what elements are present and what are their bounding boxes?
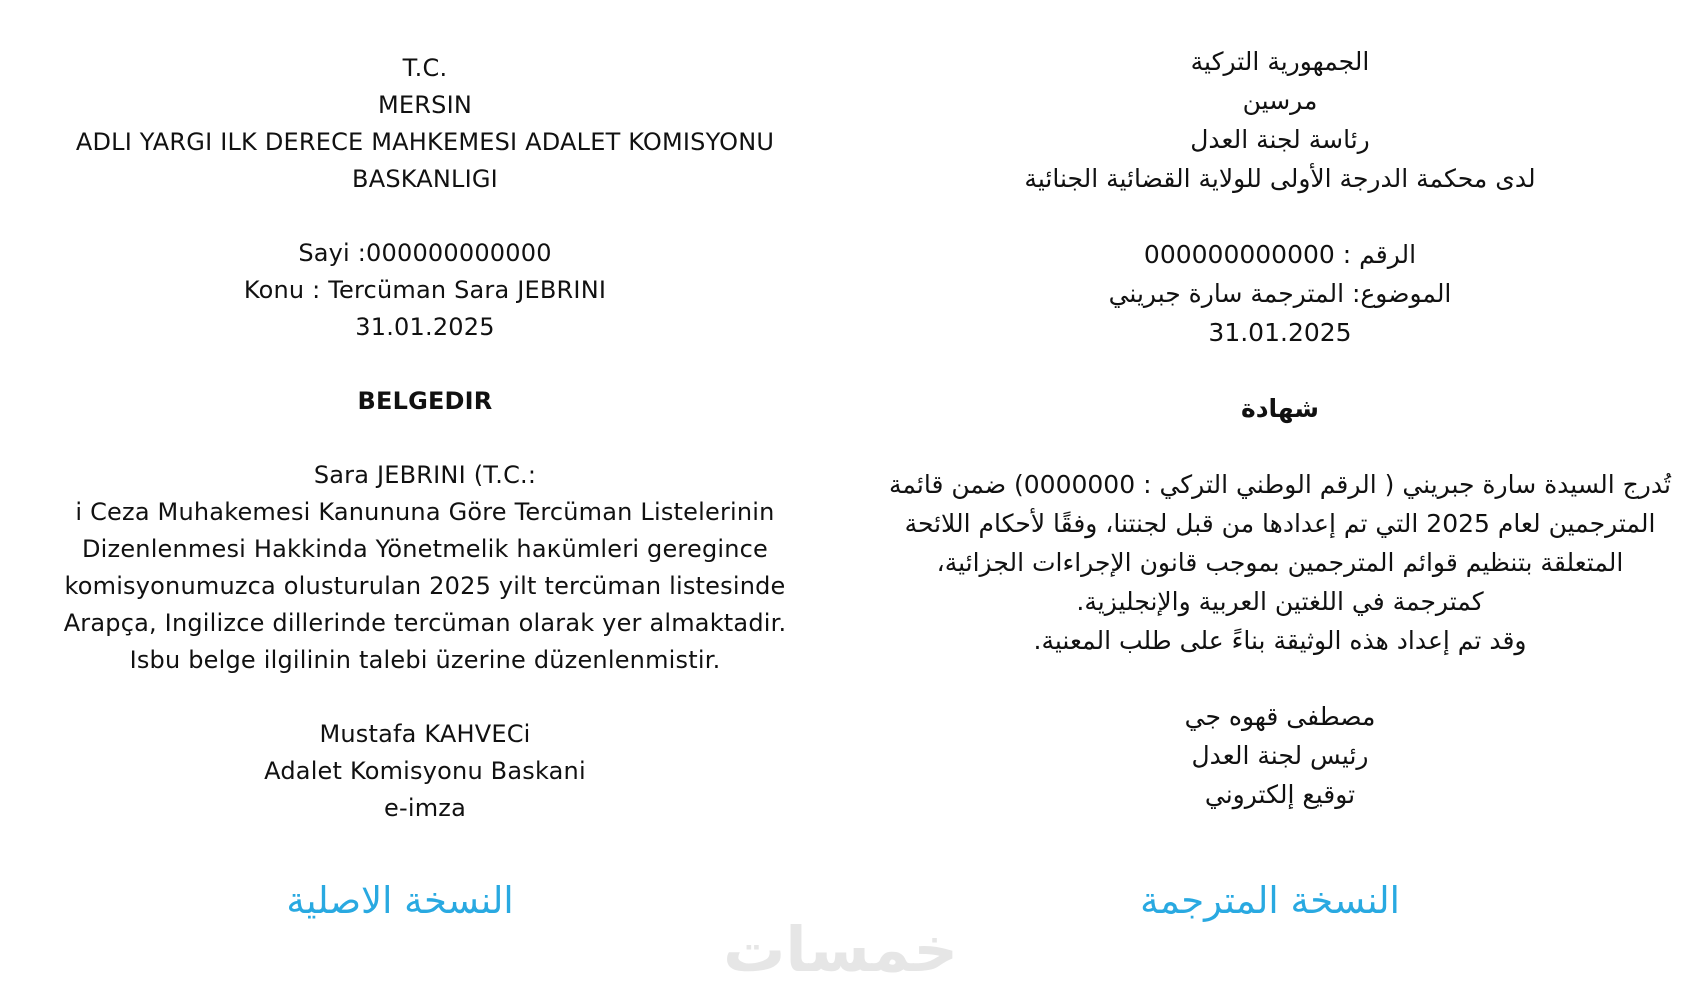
header-line: الجمهورية التركية <box>1190 47 1370 76</box>
signatory-title: رئيس لجنة العدل <box>1191 741 1369 770</box>
original-document <box>40 50 810 827</box>
body-line: komisyonumuzca olusturulan 2025 yilt tercüman listesinde <box>64 572 786 600</box>
translated-document <box>880 42 1680 814</box>
signatory-title: Adalet Komisyonu Baskani <box>264 757 586 785</box>
header-line: BASKANLIGI <box>352 165 498 193</box>
document-number: الرقم : 000000000000 <box>1143 240 1417 269</box>
body-line: المترجمين لعام 2025 التي تم إعدادها من قبل لجنتنا، وفقًا لأحكام اللائحة <box>904 509 1656 538</box>
body-line: Sara JEBRINI (T.C.: <box>313 461 537 489</box>
document-heading: BELGEDIR <box>357 387 493 415</box>
header-line: MERSIN <box>377 91 472 119</box>
body-line: Isbu belge ilgilinin talebi üzerine düzenlenmistir. <box>129 646 721 674</box>
document-subject: Konu : Tercüman Sara JEBRINI <box>243 276 607 304</box>
signatory-name: مصطفى قهوه جي <box>1184 702 1376 731</box>
header-line: رئاسة لجنة العدل <box>1190 125 1370 154</box>
body-line: Dizenlenmesi Hakkinda Yönetmelik haкümleri geregince <box>81 535 769 563</box>
header-line: ADLI YARGI ILK DERECE MAHKEMESI ADALET KOMISYONU <box>75 128 775 156</box>
body-line: i Ceza Muhakemesi Kanununa Göre Tercüman Listelerinin <box>75 498 775 526</box>
body-line: المتعلقة بتنظيم قوائم المترجمين بموجب قانون الإجراءات الجزائية، <box>936 548 1624 577</box>
khamsat-watermark: خمسات <box>723 913 958 986</box>
document-number: Sayi :000000000000 <box>298 239 552 267</box>
body-line: وقد تم إعداد هذه الوثيقة بناءً على طلب المعنية. <box>1033 626 1527 655</box>
header-line: مرسين <box>1242 86 1318 115</box>
signature-type: توقيع إلكتروني <box>1204 780 1356 809</box>
translated-version-label: النسخة المترجمة <box>1140 879 1400 922</box>
header-line: لدى محكمة الدرجة الأولى للولاية القضائية الجنائية <box>1024 164 1536 193</box>
body-line: كمترجمة في اللغتين العربية والإنجليزية. <box>1076 587 1484 616</box>
signature-type: e-imza <box>384 794 466 822</box>
document-date: 31.01.2025 <box>1208 318 1352 347</box>
header-line: T.C. <box>402 54 448 82</box>
signatory-name: Mustafa KAHVECi <box>319 720 531 748</box>
document-heading: شهادة <box>1240 394 1320 423</box>
document-subject: الموضوع: المترجمة سارة جبريني <box>1108 279 1452 308</box>
body-line: تُدرج السيدة سارة جبريني ( الرقم الوطني التركي : 0000000) ضمن قائمة <box>889 470 1671 499</box>
body-line: Arapça, Ingilizce dillerinde tercüman olarak yer almaktadir. <box>63 609 787 637</box>
document-date: 31.01.2025 <box>355 313 495 341</box>
original-version-label: النسخة الاصلية <box>286 879 514 922</box>
